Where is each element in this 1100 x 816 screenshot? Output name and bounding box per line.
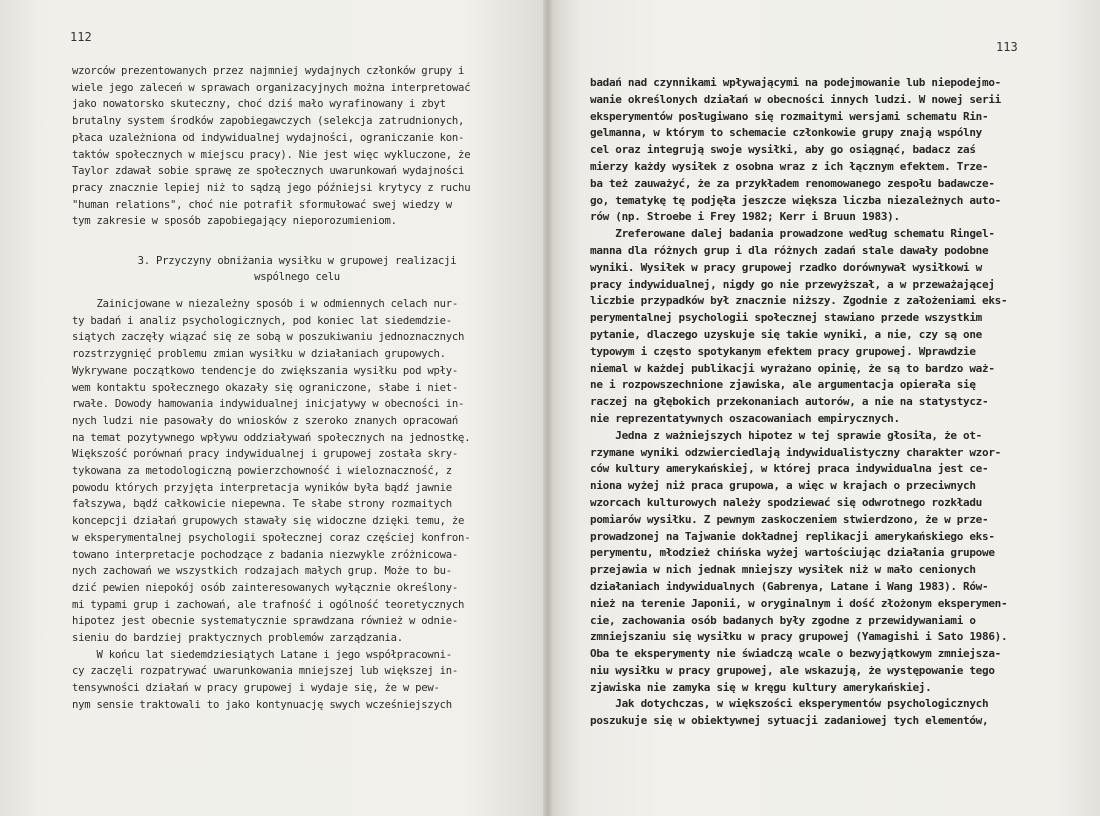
text-line: raczej na głębokich przekonaniach autorów, a nie na statystycz- xyxy=(590,395,989,409)
text-line: niona wyżej niż praca grupowa, a więc w krajach o przeciwnych xyxy=(590,479,976,493)
text-line: Jak dotychczas, w większości eksperymentów psychologicznych xyxy=(590,697,989,711)
text-line: siątych zaczęły wiązać się ze sobą w poszukiwaniu jednoznacznych xyxy=(72,331,465,344)
right-page-text xyxy=(590,75,1030,730)
text-line: wiele jego zaleceń w sprawach organizacyjnych można interpretować xyxy=(72,81,471,94)
text-line: cel oraz integrują swoje wysiłki, aby go osiągnąć, badacz zaś xyxy=(590,143,976,157)
text-line: Wykrywane początkowo tendencje do zwiększania wysiłku pod wpły- xyxy=(72,364,459,377)
text-line: fałszywa, bądź całkowicie niepewna. Te słabe strony rozmaitych xyxy=(72,498,452,511)
text-line: Zainicjowane w niezależny sposób i w odmiennych celach nur- xyxy=(72,298,459,310)
text-line: sieniu do bardziej praktycznych problemów zarządzania. xyxy=(72,632,403,645)
left-paragraph-1 xyxy=(72,63,522,230)
text-line: rozstrzygnięć problemu zmian wysiłku w działaniach grupowych. xyxy=(72,348,446,361)
text-line: cy zaczęli rozpatrywać uwarunkowania mniejszej lub większej in- xyxy=(72,665,459,678)
text-line: eksperymentów posługiwano się rozmaitymi wersjami schematu Rin- xyxy=(590,109,989,123)
text-line: nież na terenie Japonii, w oryginalnym i dość złożonym eksperymen- xyxy=(590,596,1008,610)
text-line: pytanie, dlaczego uzyskuje się takie wyniki, a nie, czy są one xyxy=(590,327,982,341)
text-line: cie, zachowania osób badanych były zgodne z przewidywaniami o xyxy=(590,613,976,627)
text-line: brutalny system środków zapobiegawczych (selekcja zatrudnionych, xyxy=(72,115,465,128)
left-page-number: 112 xyxy=(70,30,92,44)
text-line: Taylor zdawał sobie sprawę ze społecznych uwarunkowań wydajności xyxy=(72,165,465,178)
text-line: dzić pewien niepokój osób zainteresowanych wyłącznie określony- xyxy=(72,581,459,594)
text-line: koncepcji działań grupowych stawały się widoczne dzięki temu, że xyxy=(72,515,465,528)
text-line: Zreferowane dalej badania prowadzone według schematu Ringel- xyxy=(590,227,995,241)
text-line: hipotez jest obecnie systematycznie sprawdzana również w odnie- xyxy=(72,615,459,628)
text-line: manna dla różnych grup i dla różnych zadań stale dawały podobne xyxy=(590,243,989,257)
heading-line: wspólnego celu xyxy=(254,271,340,283)
text-line: wzorcach kulturowych należy spodziewać się odwrotnego rozkładu xyxy=(590,495,982,509)
section-heading xyxy=(72,253,522,285)
text-line: "human relations", choć nie potrafił sformułować swej wiedzy w xyxy=(72,198,452,211)
text-line: zmniejszaniu się wysiłku w pracy grupowej (Yamagishi i Sato 1986). xyxy=(590,630,1008,644)
heading-line: 3. Przyczyny obniżania wysiłku w grupowej realizacji xyxy=(137,255,457,267)
text-line: W końcu lat siedemdziesiątych Latane i jego współpracowni- xyxy=(72,648,452,661)
text-line: rzymane wyniki odzwierciedlają indywidualistyczny charakter wzor- xyxy=(590,445,1001,459)
text-line: wzorców prezentowanych przez najmniej wydajnych członków grupy i xyxy=(72,65,465,77)
text-line: go, tematykę tę podjęła jeszcze większa liczba niezależnych auto- xyxy=(590,193,1001,207)
text-line: tensywności działań w pracy grupowej i wydaje się, że w pew- xyxy=(72,682,440,695)
text-line: wem kontaktu społecznego okazały się ograniczone, słabe i niet- xyxy=(72,381,459,394)
text-line: badań nad czynnikami wpływającymi na podejmowanie lub niepodejmo- xyxy=(590,76,1001,89)
text-line: w eksperymentalnej psychologii społecznej coraz częściej konfron- xyxy=(72,531,471,544)
text-line: płaca uzależniona od indywidualnej wydajności, ograniczanie kon- xyxy=(72,131,465,144)
text-line: prowadzonej na Tajwanie dokładnej replikacji amerykańskiego eks- xyxy=(590,529,995,543)
text-line: nych zachowań we wszystkich rodzajach małych grup. Może to bu- xyxy=(72,565,452,578)
text-line: Oba te eksperymenty nie świadczą wcale o bezwyjątkowym zmniejsza- xyxy=(590,647,1001,661)
left-paragraph-2 xyxy=(72,296,522,714)
text-line: niemal w każdej publikacji wyrażano opinię, że są to bardzo waż- xyxy=(590,361,995,375)
text-line: pracy indywidualnej, nigdy go nie przewyższał, a w przeważającej xyxy=(590,277,995,291)
text-line: na temat pozytywnego wpływu oddziaływań społecznych na jednostkę. xyxy=(72,431,471,444)
text-line: nym sensie traktowali to jako kontynuację swych wcześniejszych xyxy=(72,698,452,711)
text-line: ty badań i analiz psychologicznych, pod koniec lat siedemdzie- xyxy=(72,314,452,327)
text-line: tykowana za metodologiczną powierzchowność i wieloznaczność, z xyxy=(72,465,452,478)
text-line: nie reprezentatywnych oszacowaniach empirycznych. xyxy=(590,411,900,425)
text-line: działaniach indywidualnych (Gabrenya, Latane i Wang 1983). Rów- xyxy=(590,579,989,593)
text-line: towano interpretacje pochodzące z badania niezwykle zróżnicowa- xyxy=(72,548,459,561)
text-line: rwałe. Dowody hamowania indywidualnej inicjatywy w obecności in- xyxy=(72,398,465,411)
text-line: niu wysiłku w pracy grupowej, ale wskazują, że występowanie tego xyxy=(590,663,995,677)
text-line: ców kultury amerykańskiej, w której praca indywidualna jest ce- xyxy=(590,462,989,476)
text-line: perymentalnej psychologii społecznej stawiano przede wszystkim xyxy=(590,311,982,325)
text-line: pomiarów wysiłku. Z pewnym zaskoczeniem stwierdzono, że w prze- xyxy=(590,512,989,526)
text-line: tym zakresie w sposób zapobiegający nieporozumieniom. xyxy=(72,215,397,228)
text-line: taktów społecznych w miejscu pracy). Nie jest więc wykluczone, że xyxy=(72,148,471,161)
text-line: typowym i często spotykanym efektem pracy grupowej. Wprawdzie xyxy=(590,344,976,358)
text-line: wanie określonych działań w obecności innych ludzi. W nowej serii xyxy=(590,92,1001,106)
text-line: perymentu, młodzież chińska wyżej wartościując działania grupowe xyxy=(590,546,995,560)
text-line: wyniki. Wysiłek w pracy grupowej rzadko dorównywał wysiłkowi w xyxy=(590,260,982,274)
text-line: jako nowatorsko skuteczny, choć dziś mało wyrafinowany i zbyt xyxy=(72,98,446,111)
text-line: mi typami grup i zachowań, ale trafność i ogólność teoretycznych xyxy=(72,598,465,611)
text-line: gelmanna, w którym to schemacie członkowie grupy znają wspólny xyxy=(590,126,982,140)
text-line: rów (np. Stroebe i Frey 1982; Kerr i Bruun 1983). xyxy=(590,210,900,224)
right-page-number: 113 xyxy=(996,40,1018,54)
text-line: Jedna z ważniejszych hipotez w tej sprawie głosiła, że ot- xyxy=(590,428,982,442)
text-line: mierzy każdy wysiłek z osobna wraz z ich łącznym efektem. Trze- xyxy=(590,159,989,173)
text-line: powodu których przyjęta interpretacja wyników była bądź jawnie xyxy=(72,481,452,494)
text-line: poszukuje się w obiektywnej sytuacji zadaniowej tych elementów, xyxy=(590,714,989,728)
text-line: ne i rozpowszechnione zjawiska, ale argumentacja opierała się xyxy=(590,378,976,392)
text-line: zjawiska nie zamyka się w kręgu kultury amerykańskiej. xyxy=(590,680,932,694)
book-gutter xyxy=(543,0,553,816)
text-line: nych ludzi nie pasowały do wniosków z szeroko znanych opracowań xyxy=(72,414,459,427)
text-line: przejawia w nich jednak mniejszy wysiłek niż w mało cenionych xyxy=(590,563,976,577)
text-line: pracy znacznie lepiej niż to sądzą jego późniejsi krytycy z ruchu xyxy=(72,181,471,194)
text-line: Większość porównań pracy indywidualnej i grupowej została skry- xyxy=(72,448,459,461)
text-line: liczbie przypadków był znacznie niższy. Zgodnie z założeniami eks- xyxy=(590,294,1008,308)
text-line: ba też zauważyć, że za przykładem renomowanego zespołu badawcze- xyxy=(590,176,995,190)
